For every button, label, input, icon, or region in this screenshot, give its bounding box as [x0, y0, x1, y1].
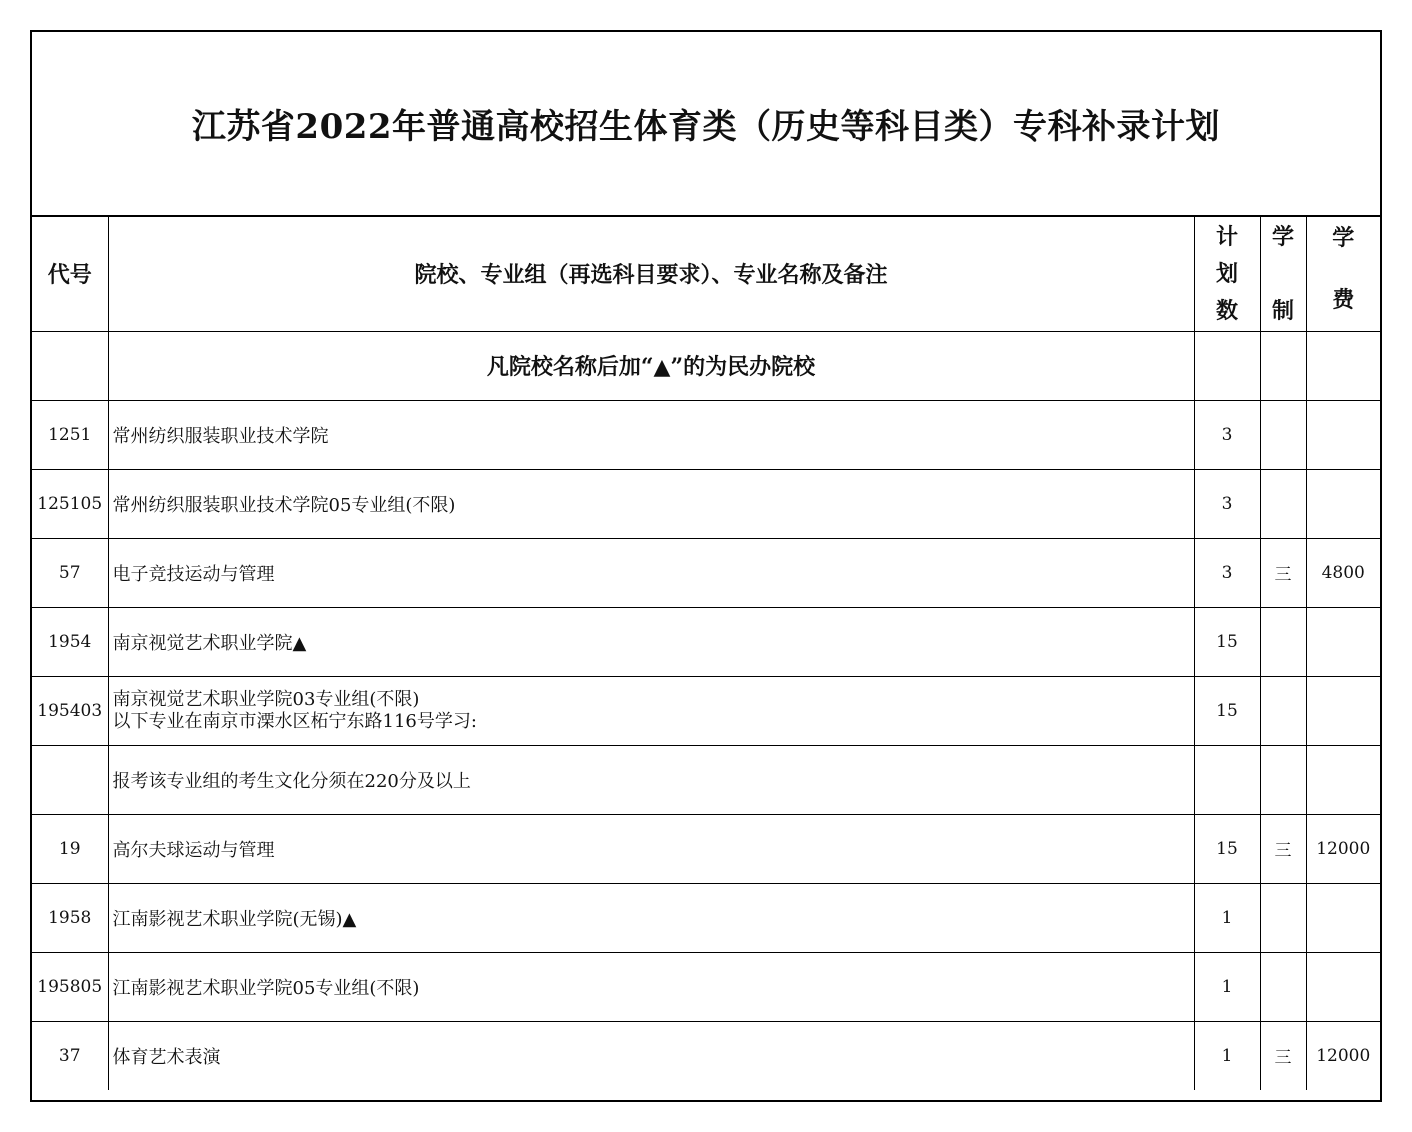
row-fee	[1306, 883, 1380, 952]
row-length	[1260, 883, 1306, 952]
row-name: 常州纺织服装职业技术学院	[108, 400, 1194, 469]
row-name: 南京视觉艺术职业学院▲	[108, 607, 1194, 676]
row-name: 体育艺术表演	[108, 1021, 1194, 1090]
row-plan	[1194, 745, 1260, 814]
row-plan: 3	[1194, 469, 1260, 538]
header-length-char: 制	[1271, 297, 1294, 324]
row-fee	[1306, 676, 1380, 745]
row-fee	[1306, 469, 1380, 538]
row-name	[108, 676, 1194, 745]
row-code: 1251	[32, 400, 108, 469]
row-length	[1260, 400, 1306, 469]
row-plan: 15	[1194, 676, 1260, 745]
row-length	[1260, 745, 1306, 814]
private-school-note: 凡院校名称后加“▲”的为民办院校	[108, 331, 1194, 400]
table-row	[32, 1021, 1380, 1090]
row-plan: 1	[1194, 1021, 1260, 1090]
row-plan: 15	[1194, 814, 1260, 883]
title-cell	[32, 32, 1380, 217]
row-code: 125105	[32, 469, 108, 538]
row-length: 三	[1260, 814, 1306, 883]
row-fee: 12000	[1306, 1021, 1380, 1090]
row-name: 报考该专业组的考生文化分须在220分及以上	[108, 745, 1194, 814]
row-name-line2: 以下专业在南京市溧水区柘宁东路116号学习:	[112, 710, 477, 732]
row-length	[1260, 469, 1306, 538]
header-fee-char: 学	[1332, 224, 1355, 251]
table-row	[32, 607, 1380, 676]
header-plan-char: 计	[1215, 223, 1238, 250]
plan-sheet	[30, 30, 1382, 1102]
table-row	[32, 400, 1380, 469]
row-name-line1: 南京视觉艺术职业学院03专业组(不限)	[112, 688, 420, 710]
table-row	[32, 676, 1380, 745]
row-length: 三	[1260, 1021, 1306, 1090]
row-code: 57	[32, 538, 108, 607]
table-row	[32, 952, 1380, 1021]
row-code: 1954	[32, 607, 108, 676]
table-row	[32, 814, 1380, 883]
table-row	[32, 883, 1380, 952]
header-plan-char: 划	[1215, 260, 1238, 287]
row-fee	[1306, 745, 1380, 814]
row-fee	[1306, 400, 1380, 469]
plan-table	[32, 217, 1380, 1090]
row-plan: 15	[1194, 607, 1260, 676]
row-fee	[1306, 952, 1380, 1021]
row-length	[1260, 607, 1306, 676]
page-title: 江苏省2022年普通高校招生体育类（历史等科目类）专科补录计划	[191, 107, 1221, 147]
row-name: 江南影视艺术职业学院(无锡)▲	[108, 883, 1194, 952]
header-plan	[1194, 217, 1260, 331]
row-code: 195805	[32, 952, 108, 1021]
row-name: 江南影视艺术职业学院05专业组(不限)	[108, 952, 1194, 1021]
row-name: 电子竞技运动与管理	[108, 538, 1194, 607]
row-code: 37	[32, 1021, 108, 1090]
header-fee	[1306, 217, 1380, 331]
row-plan: 1	[1194, 883, 1260, 952]
header-length-char: 学	[1271, 223, 1294, 250]
row-fee	[1306, 607, 1380, 676]
row-name: 高尔夫球运动与管理	[108, 814, 1194, 883]
header-fee-char: 费	[1332, 286, 1355, 313]
note-row	[32, 331, 1380, 400]
header-row	[32, 217, 1380, 331]
row-code: 1958	[32, 883, 108, 952]
row-plan: 3	[1194, 538, 1260, 607]
row-fee: 12000	[1306, 814, 1380, 883]
row-code	[32, 745, 108, 814]
header-plan-char: 数	[1215, 297, 1238, 324]
header-length	[1260, 217, 1306, 331]
row-code: 195403	[32, 676, 108, 745]
row-plan: 3	[1194, 400, 1260, 469]
row-fee: 4800	[1306, 538, 1380, 607]
row-name: 常州纺织服装职业技术学院05专业组(不限)	[108, 469, 1194, 538]
row-code: 19	[32, 814, 108, 883]
row-length	[1260, 952, 1306, 1021]
table-row	[32, 745, 1380, 814]
row-plan: 1	[1194, 952, 1260, 1021]
header-name: 院校、专业组（再选科目要求）、专业名称及备注	[108, 217, 1194, 331]
table-row	[32, 469, 1380, 538]
row-length: 三	[1260, 538, 1306, 607]
header-code: 代号	[32, 217, 108, 331]
table-row	[32, 538, 1380, 607]
row-length	[1260, 676, 1306, 745]
